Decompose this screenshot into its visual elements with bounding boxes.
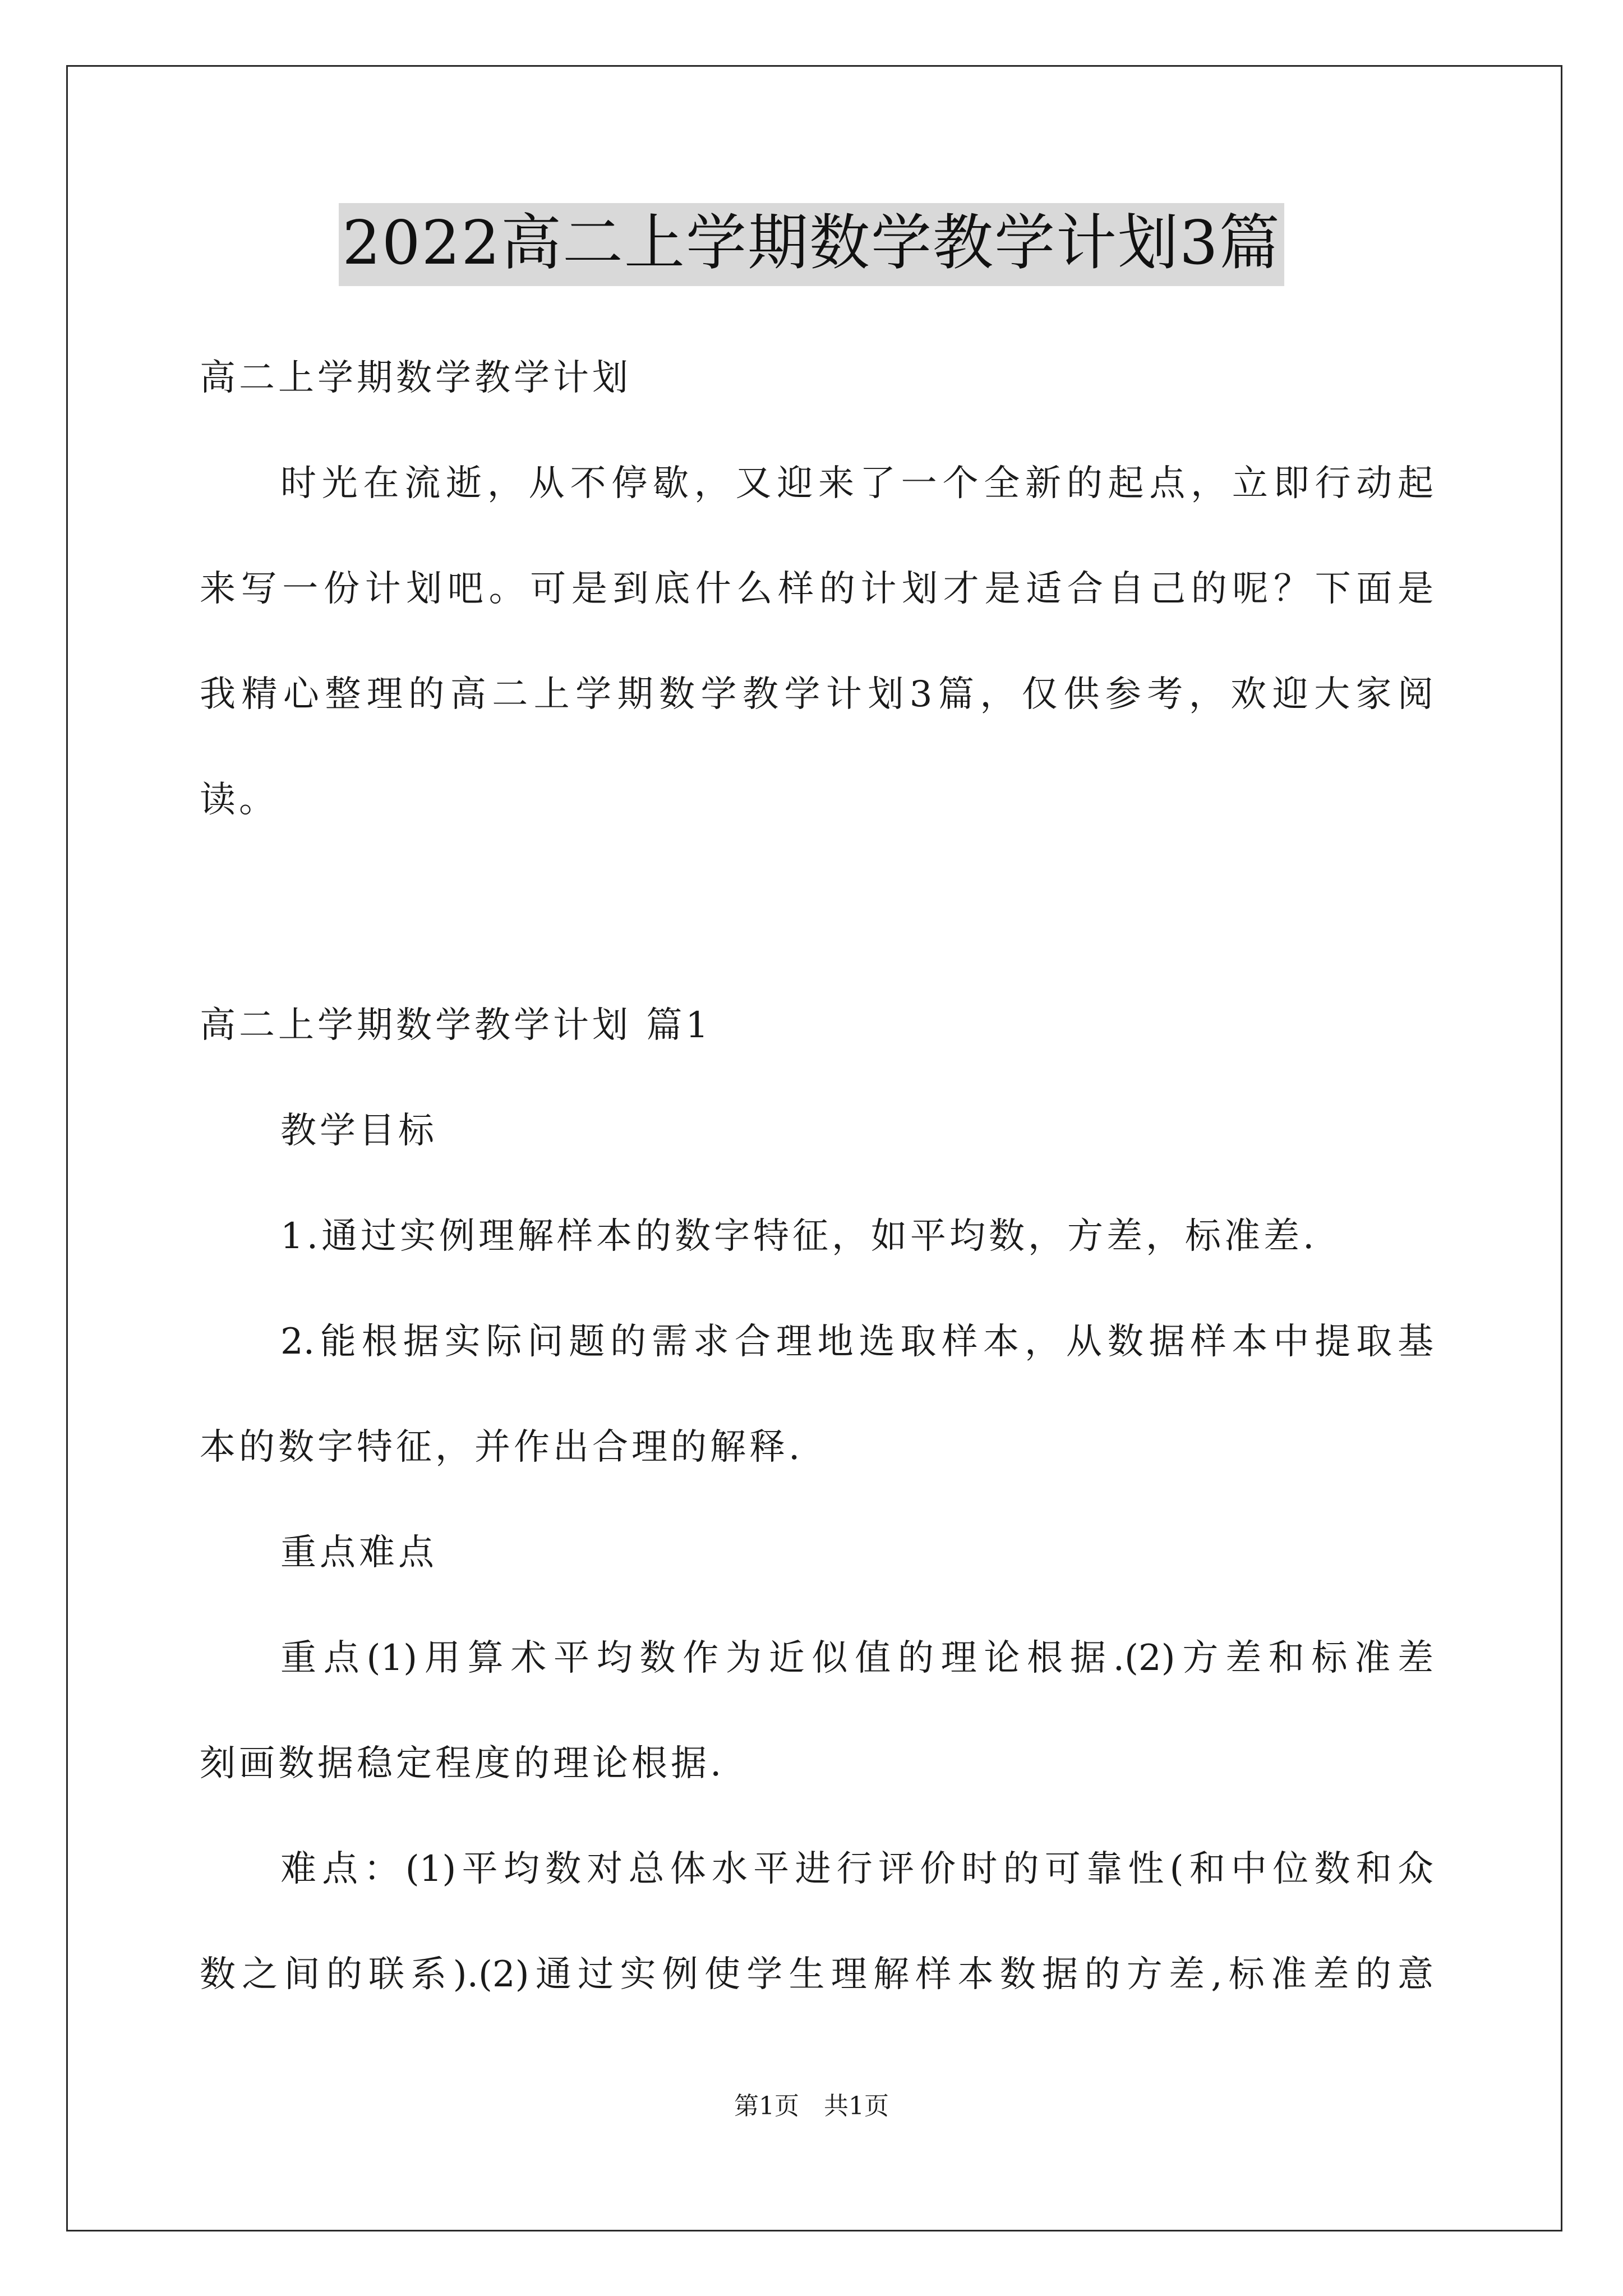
goal-item-1: 1.通过实例理解样本的数字特征，如平均数，方差，标准差.: [280, 1216, 1318, 1257]
goal-item-2-line-1: 2.能根据实际问题的需求合理地选取样本，从数据样本中提取基: [280, 1321, 1433, 1363]
difficult-points-line-1: 难点：(1)平均数对总体水平进行评价时的可靠性(和中位数和众: [280, 1848, 1433, 1890]
goal-item-2-line-2: 本的数字特征，并作出合理的解释.: [200, 1427, 804, 1468]
intro-paragraph-line-1: 时光在流逝，从不停歇，又迎来了一个全新的起点，立即行动起: [280, 463, 1433, 504]
key-points-line-2: 刻画数据稳定程度的理论根据.: [200, 1743, 725, 1784]
difficult-points-line-2: 数之间的联系).(2)通过实例使学生理解样本数据的方差,标准差的意: [200, 1954, 1433, 1995]
section-heading-part-1: 高二上学期数学教学计划 篇1: [200, 1005, 712, 1046]
subheading-key-difficult-points: 重点难点: [280, 1532, 437, 1573]
intro-paragraph-line-3: 我精心整理的高二上学期数学教学计划3篇，仅供参考，欢迎大家阅: [200, 674, 1433, 715]
key-points-line-1: 重点(1)用算术平均数作为近似值的理论根据.(2)方差和标准差: [280, 1637, 1433, 1679]
intro-paragraph-line-4: 读。: [200, 779, 278, 821]
title-container: [0, 203, 1623, 286]
intro-paragraph-line-2: 来写一份计划吧。可是到底什么样的计划才是适合自己的呢？下面是: [200, 568, 1433, 610]
document-title: 2022高二上学期数学教学计划3篇: [339, 203, 1284, 286]
page-footer: 第1页 共1页: [734, 2092, 889, 2120]
intro-heading: 高二上学期数学教学计划: [200, 357, 631, 399]
subheading-teaching-goals: 教学目标: [280, 1110, 437, 1152]
